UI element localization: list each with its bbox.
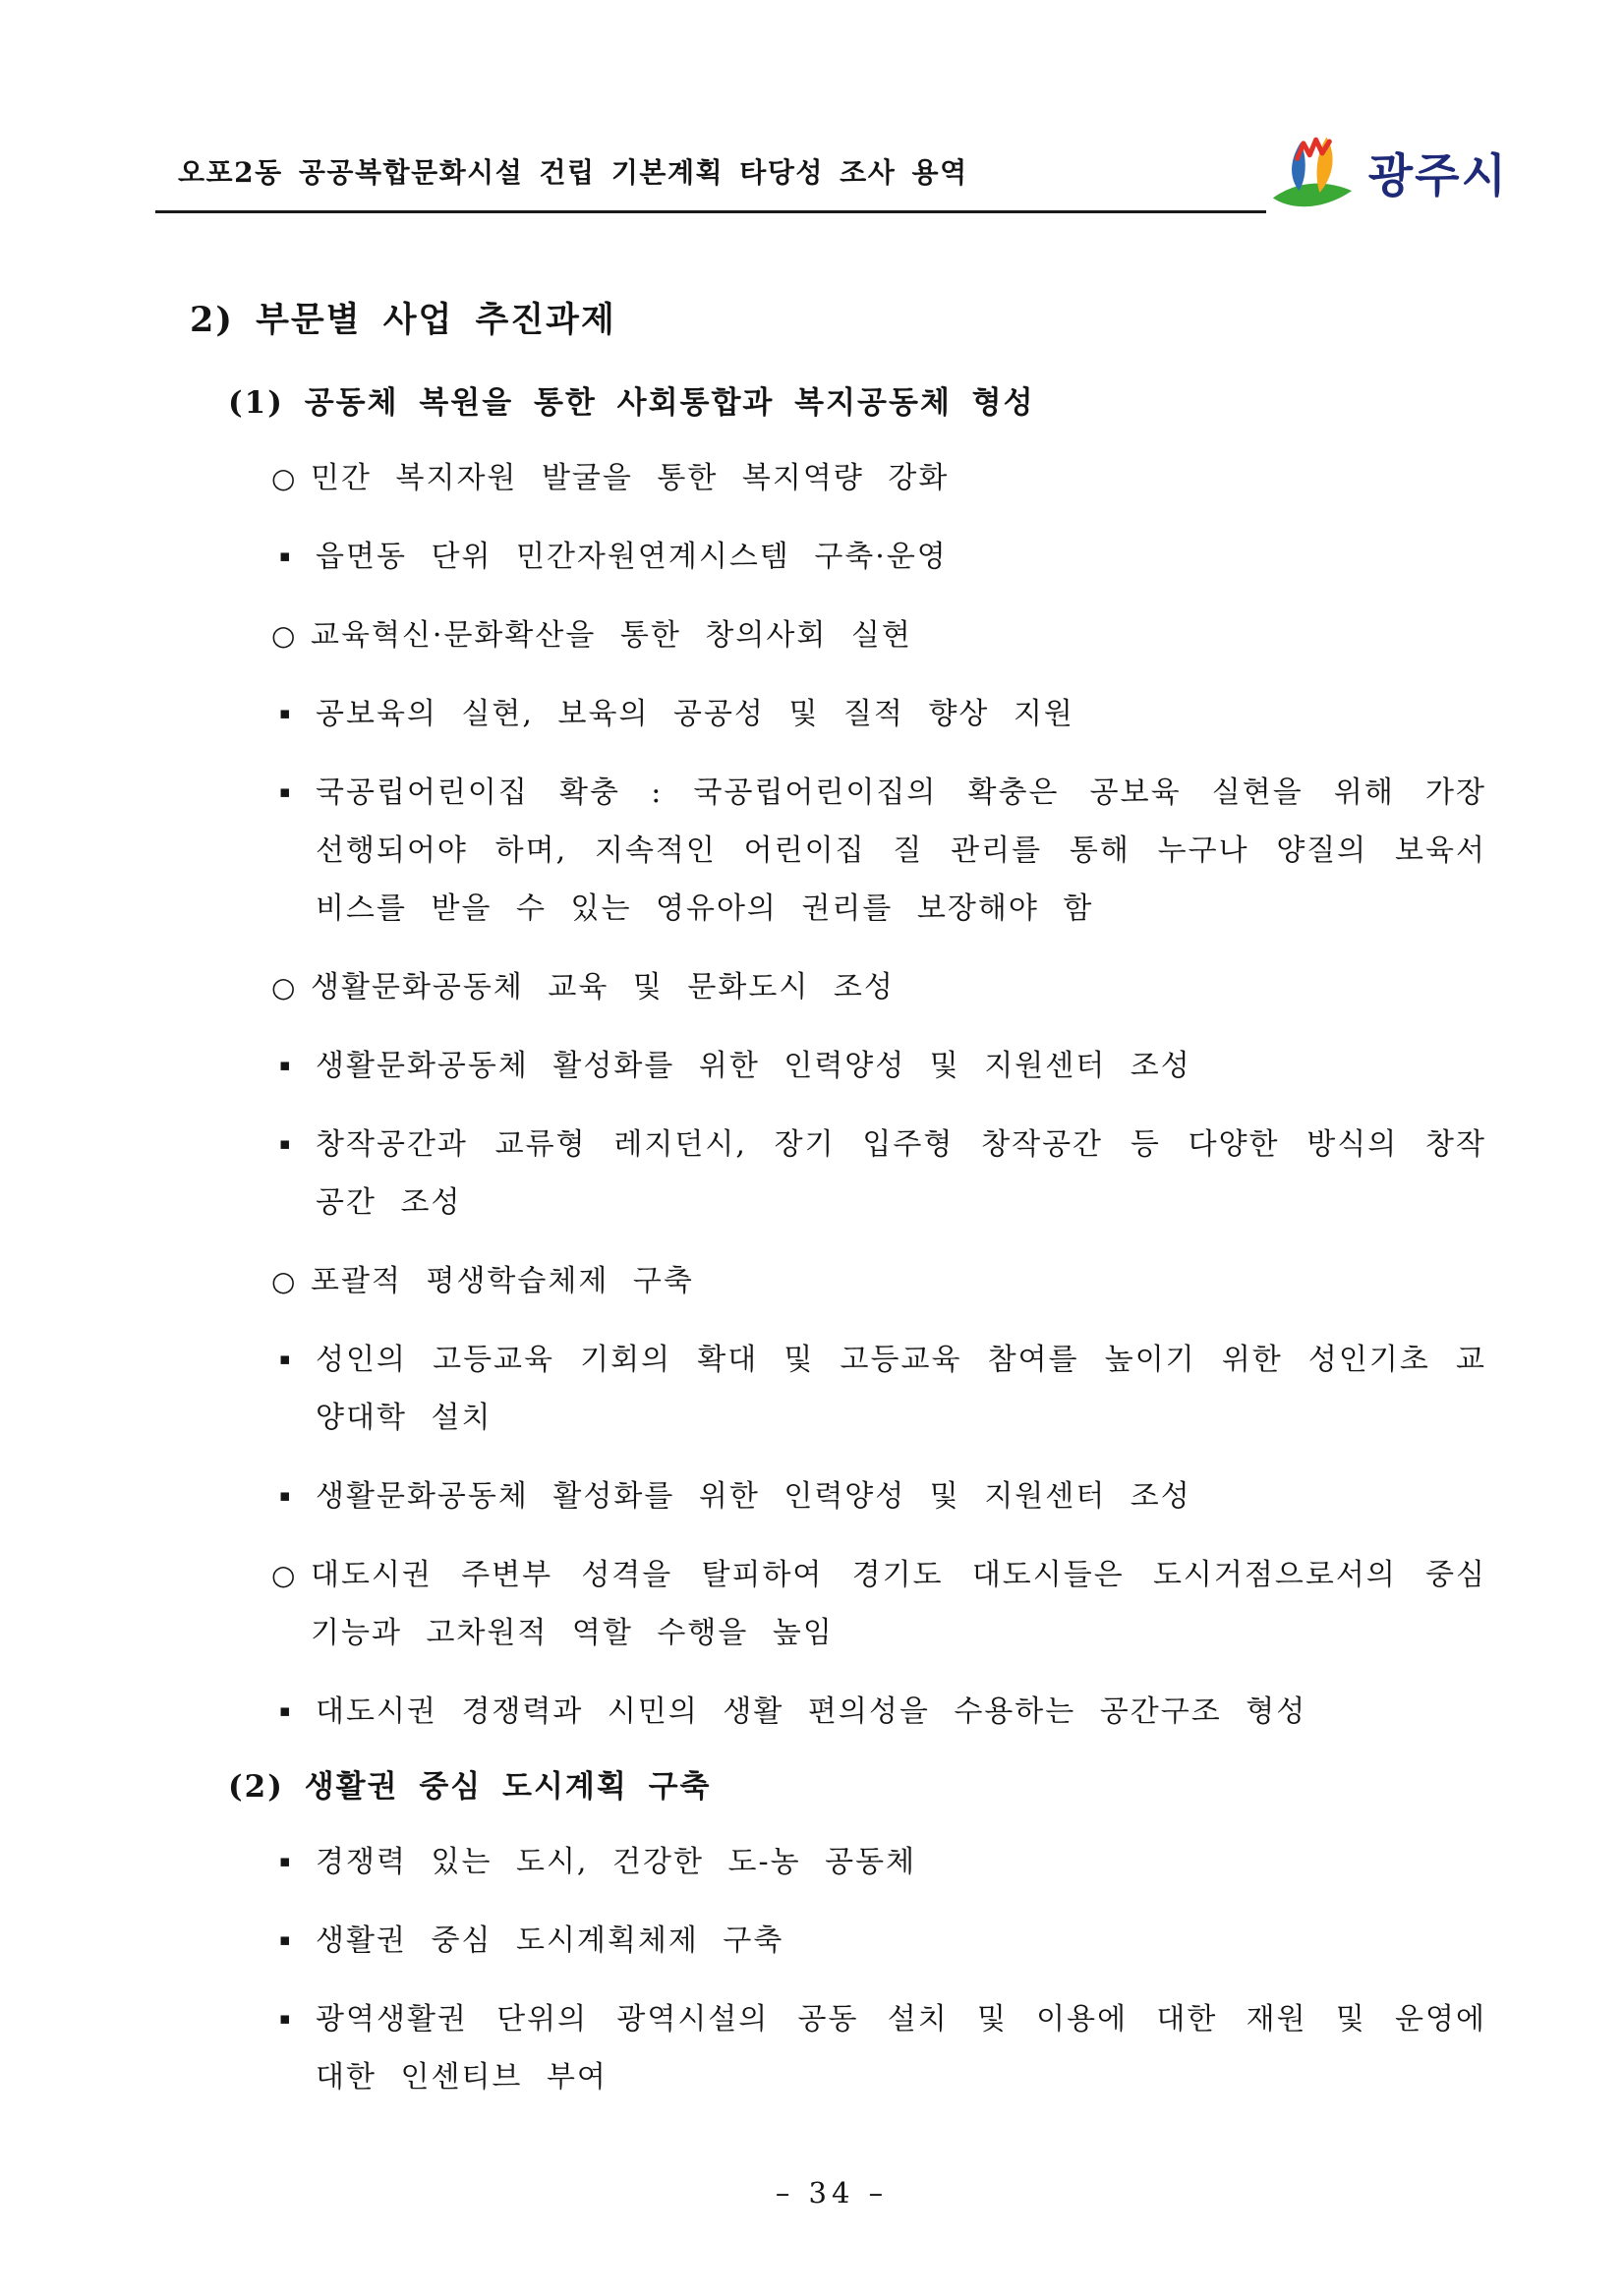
bullet-item (177, 1912, 1486, 1970)
header-title: 오포2동 공공복합문화시설 건립 기본계획 타당성 조사 용역 (178, 156, 968, 189)
bullet-item-text: 국공립어린이집 확충 : 국공립어린이집의 확충은 공보육 실현을 위해 가장 선행되어야 하며, 지속적인 어린이집 질 관리를 통해 누구나 양질의 보육서비스를 받을 수 있는 영유아의 권리를 보장해야 함 (316, 775, 1486, 926)
bullet-item (177, 685, 1486, 743)
bullet-item (177, 764, 1486, 938)
circle-bullet-icon: ○ (271, 1559, 298, 1591)
bullet-item-text: 생활권 중심 도시계획체제 구축 (316, 1923, 784, 1958)
bullet-item-text: 공보육의 실현, 보육의 공공성 및 질적 향상 지원 (316, 697, 1074, 731)
bullet-item (177, 1990, 1486, 2106)
bullet-item-text: 읍면동 단위 민간자원연계시스템 구축·운영 (316, 540, 948, 574)
logo-text: 광주시 (1367, 148, 1508, 201)
bullet-item-text: 생활문화공동체 활성화를 위한 인력양성 및 지원센터 조성 (316, 1049, 1191, 1083)
square-bullet-icon: ▪ (279, 2009, 293, 2029)
gwangju-city-logo (1266, 132, 1508, 212)
bullet-item (177, 958, 1486, 1016)
bullet-item (177, 1116, 1486, 1232)
bullet-item-text: 민간 복지자원 발굴을 통한 복지역량 강화 (311, 461, 950, 495)
circle-bullet-icon: ○ (271, 1265, 298, 1297)
square-bullet-icon: ▪ (279, 546, 293, 566)
bullet-item-text: 생활문화공동체 활성화를 위한 인력양성 및 지원센터 조성 (316, 1479, 1191, 1514)
square-bullet-icon: ▪ (279, 782, 293, 802)
square-bullet-icon: ▪ (279, 1349, 293, 1369)
bullet-item-text: 경쟁력 있는 도시, 건강한 도-농 공동체 (316, 1845, 917, 1879)
bullet-item (177, 1467, 1486, 1525)
circle-bullet-icon: ○ (271, 462, 298, 494)
bullet-item (177, 1546, 1486, 1662)
content-area (177, 293, 1486, 2127)
bullet-item (177, 528, 1486, 586)
bullet-item (177, 1037, 1486, 1095)
square-bullet-icon: ▪ (279, 1701, 293, 1721)
bullet-item (177, 1252, 1486, 1310)
bullet-item-text: 성인의 고등교육 기회의 확대 및 고등교육 참여를 높이기 위한 성인기초 교양대학 설치 (316, 1343, 1486, 1435)
bullet-item-text: 대도시권 주변부 성격을 탈피하여 경기도 대도시들은 도시거점으로서의 중심 기능과 고차원적 역할 수행을 높임 (311, 1558, 1486, 1650)
square-bullet-icon: ▪ (279, 1134, 293, 1154)
square-bullet-icon: ▪ (279, 1852, 293, 1871)
square-bullet-icon: ▪ (279, 704, 293, 723)
bullet-item (177, 1683, 1486, 1741)
bullet-item (177, 449, 1486, 507)
page-number: – 34 – (775, 2176, 889, 2210)
header-divider (155, 210, 1266, 213)
bullet-item-text: 광역생활권 단위의 광역시설의 공동 설치 및 이용에 대한 재원 및 운영에 대한 인센티브 부여 (316, 2002, 1486, 2095)
bullet-item (177, 606, 1486, 664)
subsection-1-title: (1) 공동체 복원을 통한 사회통합과 복지공동체 형성 (228, 385, 1035, 421)
gwangju-emblem-icon (1266, 132, 1359, 212)
circle-bullet-icon: ○ (271, 619, 298, 652)
bullet-item-text: 교육혁신·문화확산을 통한 창의사회 실현 (311, 618, 912, 653)
bullet-item-text: 포괄적 평생학습체제 구축 (311, 1264, 694, 1298)
square-bullet-icon: ▪ (279, 1486, 293, 1506)
section-heading: 2) 부문별 사업 추진과제 (190, 300, 616, 340)
circle-bullet-icon: ○ (271, 971, 298, 1004)
bullet-item-text: 생활문화공동체 교육 및 문화도시 조성 (311, 970, 895, 1004)
bullet-item-text: 대도시권 경쟁력과 시민의 생활 편의성을 수용하는 공간구조 형성 (316, 1694, 1307, 1729)
square-bullet-icon: ▪ (279, 1056, 293, 1075)
subsection-2-title: (2) 생활권 중심 도시계획 구축 (228, 1769, 712, 1805)
bullet-item-text: 창작공간과 교류형 레지던시, 장기 입주형 창작공간 등 다양한 방식의 창작 공간 조성 (316, 1127, 1486, 1220)
square-bullet-icon: ▪ (279, 1930, 293, 1950)
bullet-item (177, 1331, 1486, 1447)
bullet-item (177, 1833, 1486, 1891)
